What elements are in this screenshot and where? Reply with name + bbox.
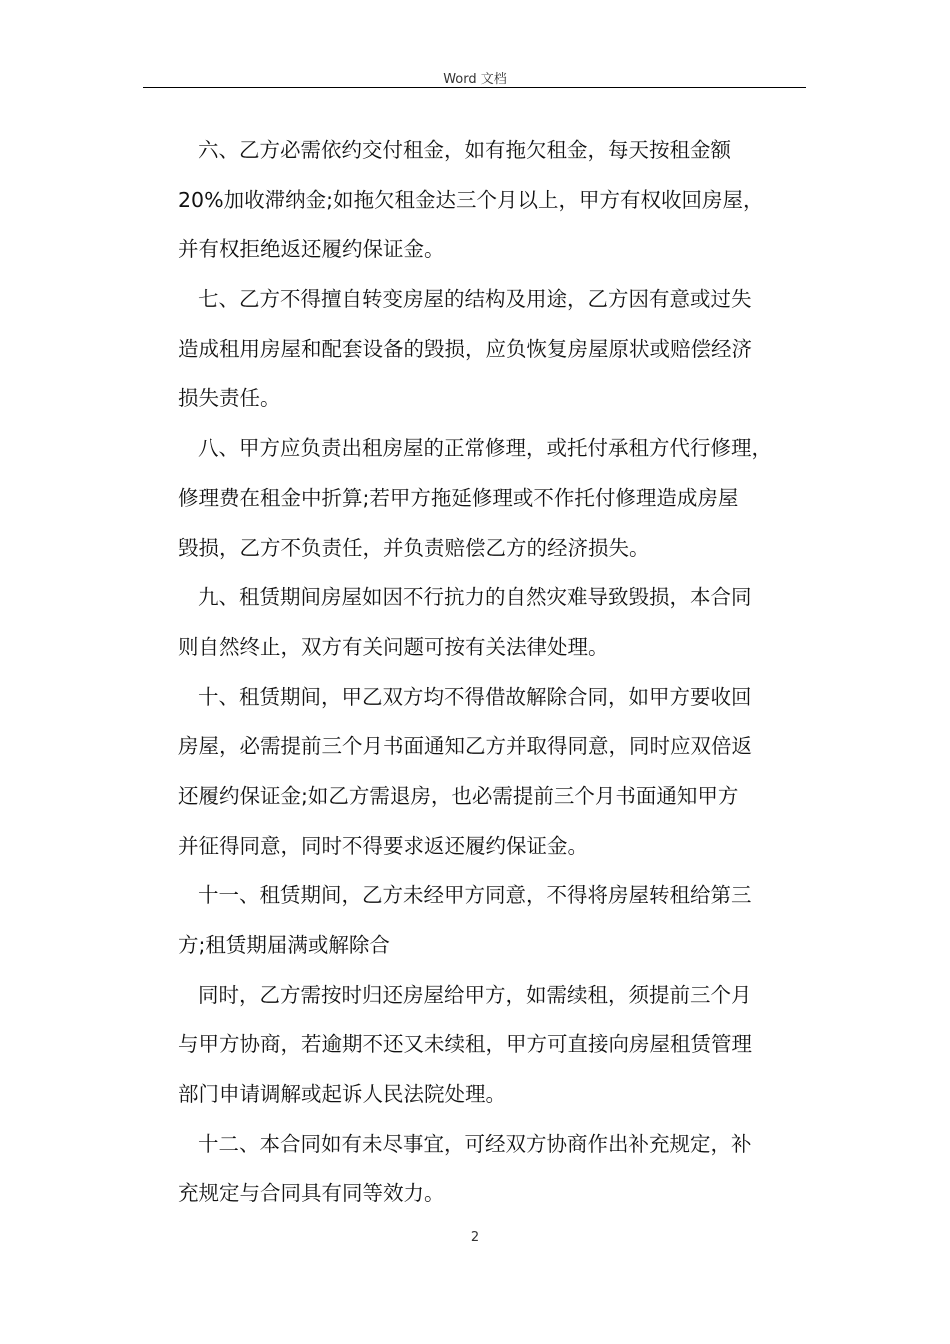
paragraph-line: 十一、租赁期间，乙方未经甲方同意，不得将房屋转租给第三 (198, 883, 752, 908)
paragraph-line: 同时，乙方需按时归还房屋给甲方，如需续租，须提前三个月 (198, 982, 752, 1007)
paragraph-line: 并有权拒绝返还履约保证金。 (178, 237, 445, 262)
paragraph-line: 十、租赁期间，甲乙双方均不得借故解除合同，如甲方要收回 (198, 684, 752, 709)
page-number: 2 (470, 1230, 480, 1245)
paragraph-line: 毁损，乙方不负责任，并负责赔偿乙方的经济损失。 (178, 535, 650, 560)
paragraph-line: 七、乙方不得擅自转变房屋的结构及用途，乙方因有意或过失 (198, 287, 752, 312)
paragraph-line: 部门申请调解或起诉人民法院处理。 (178, 1082, 506, 1107)
paragraph-line: 房屋，必需提前三个月书面通知乙方并取得同意，同时应双倍返 (178, 734, 752, 759)
paragraph-line: 方;租赁期届满或解除合 (178, 933, 390, 957)
paragraph-line: 九、租赁期间房屋如因不行抗力的自然灾难导致毁损，本合同 (198, 585, 752, 610)
paragraph-line: 损失责任。 (178, 386, 281, 411)
paragraph-line: 修理费在租金中折算;若甲方拖延修理或不作托付修理造成房屋 (178, 485, 739, 510)
paragraph-line: 十二、本合同如有未尽事宜，可经双方协商作出补充规定，补 (198, 1131, 752, 1156)
paragraph-line: 造成租用房屋和配套设备的毁损，应负恢复房屋原状或赔偿经济 (178, 336, 752, 361)
page-header: Word 文档 (443, 72, 507, 87)
paragraph-line: 六、乙方必需依约交付租金，如有拖欠租金，每天按租金额 (198, 138, 731, 162)
paragraph-line: 20%加收滞纳金;如拖欠租金达三个月以上，甲方有权收回房屋， (178, 187, 764, 212)
paragraph-line: 充规定与合同具有同等效力。 (178, 1181, 445, 1206)
paragraph-line: 八、甲方应负责出租房屋的正常修理，或托付承租方代行修理， (198, 436, 772, 461)
paragraph-line: 与甲方协商，若逾期不还又未续租，甲方可直接向房屋租赁管理 (178, 1032, 752, 1057)
paragraph-line: 并征得同意，同时不得要求返还履约保证金。 (178, 833, 588, 858)
document-body (178, 126, 808, 1219)
header-rule (143, 87, 806, 88)
paragraph-line: 则自然终止，双方有关问题可按有关法律处理。 (178, 634, 609, 659)
paragraph-line: 还履约保证金;如乙方需退房，也必需提前三个月书面通知甲方 (178, 783, 739, 808)
